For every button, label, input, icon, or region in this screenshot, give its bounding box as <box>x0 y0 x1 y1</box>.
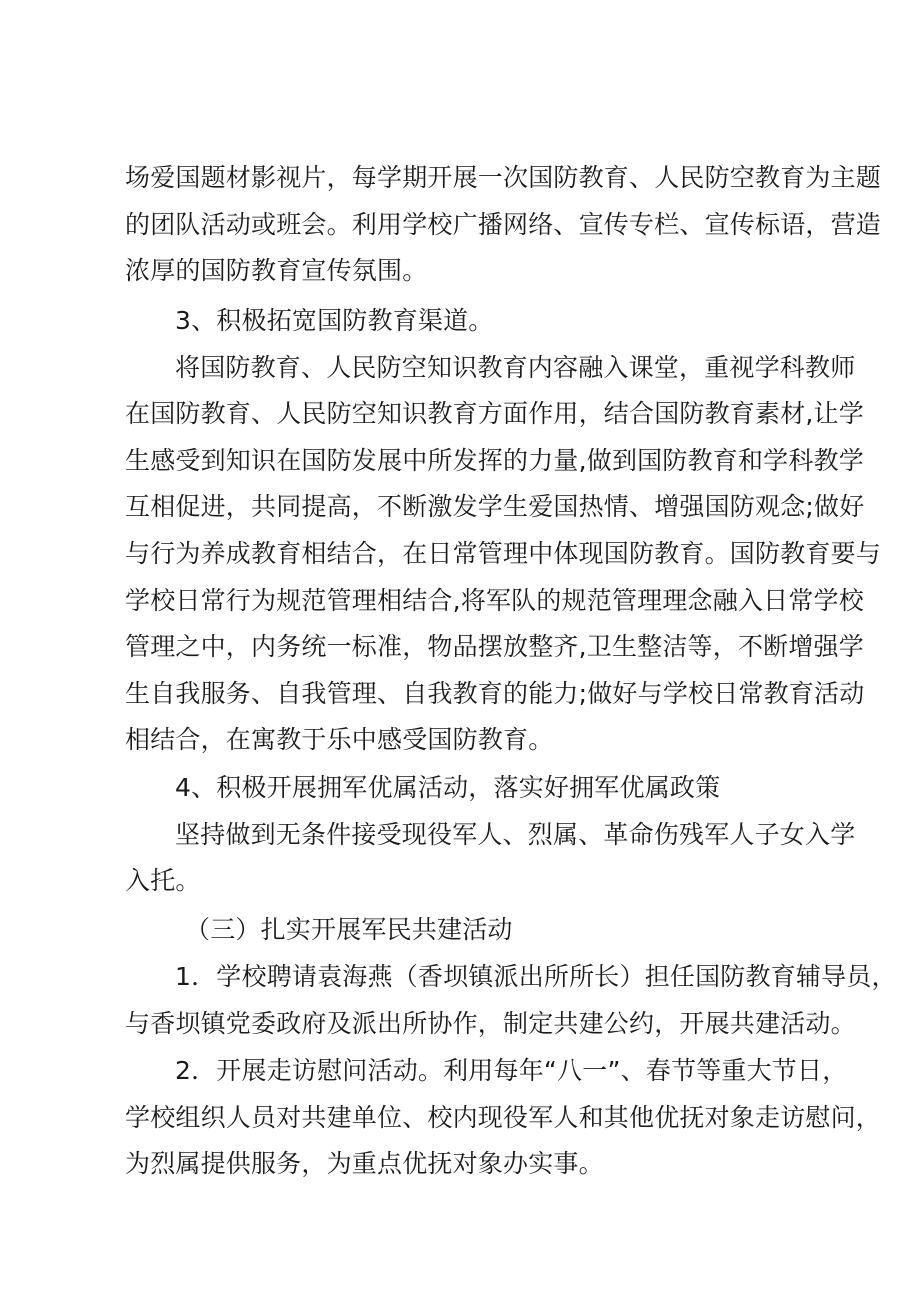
body-text-line: 与香坝镇党委政府及派出所协作，制定共建公约，开展共建活动。 <box>125 1009 856 1038</box>
body-text-line: 为烈属提供服务，为重点优抚对象办实事。 <box>125 1149 604 1178</box>
body-text-line: 在国防教育、人民防空知识教育方面作用，结合国防教育素材,让学 <box>125 399 864 428</box>
section-heading: 4、积极开展拥军优属活动，落实好拥军优属政策 <box>175 773 721 802</box>
body-text-line: 与行为养成教育相结合，在日常管理中体现国防教育。国防教育要与 <box>125 539 882 568</box>
body-text-line: 2．开展走访慰问活动。利用每年“八一”、春节等重大节日， <box>175 1056 848 1085</box>
body-text-line: 场爱国题材影视片，每学期开展一次国防教育、人民防空教育为主题 <box>125 163 882 192</box>
body-text-line: 学校日常行为规范管理相结合,将军队的规范管理理念融入日常学校 <box>125 586 864 615</box>
section-heading: 3、积极拓宽国防教育渠道。 <box>175 306 494 335</box>
body-text-line: 的团队活动或班会。利用学校广播网络、宣传专栏、宣传标语，营造 <box>125 210 882 239</box>
body-text-line: 相结合，在寓教于乐中感受国防教育。 <box>125 725 554 754</box>
body-text-line: 学校组织人员对共建单位、校内现役军人和其他优抚对象走访慰问， <box>125 1103 882 1132</box>
body-text-line: 浓厚的国防教育宣传氛围。 <box>125 256 428 285</box>
body-text-line: 管理之中，内务统一标准，物品摆放整齐,卫生整洁等，不断增强学 <box>125 632 864 661</box>
body-text-line: 坚持做到无条件接受现役军人、烈属、革命伤残军人子女入学 <box>175 820 856 849</box>
section-heading: （三）扎实开展军民共建活动 <box>185 915 513 944</box>
body-text-line: 将国防教育、人民防空知识教育内容融入课堂，重视学科教师 <box>175 353 856 382</box>
body-text-line: 生感受到知识在国防发展中所发挥的力量,做到国防教育和学科教学 <box>125 446 864 475</box>
body-text-line: 互相促进，共同提高，不断激发学生爱国热情、增强国防观念;做好 <box>125 492 865 521</box>
body-text-line: 生自我服务、自我管理、自我教育的能力;做好与学校日常教育活动 <box>125 679 865 708</box>
body-text-line: 1．学校聘请袁海燕（香坝镇派出所所长）担任国防教育辅导员， <box>175 962 897 991</box>
body-text-line: 入托。 <box>125 866 201 895</box>
